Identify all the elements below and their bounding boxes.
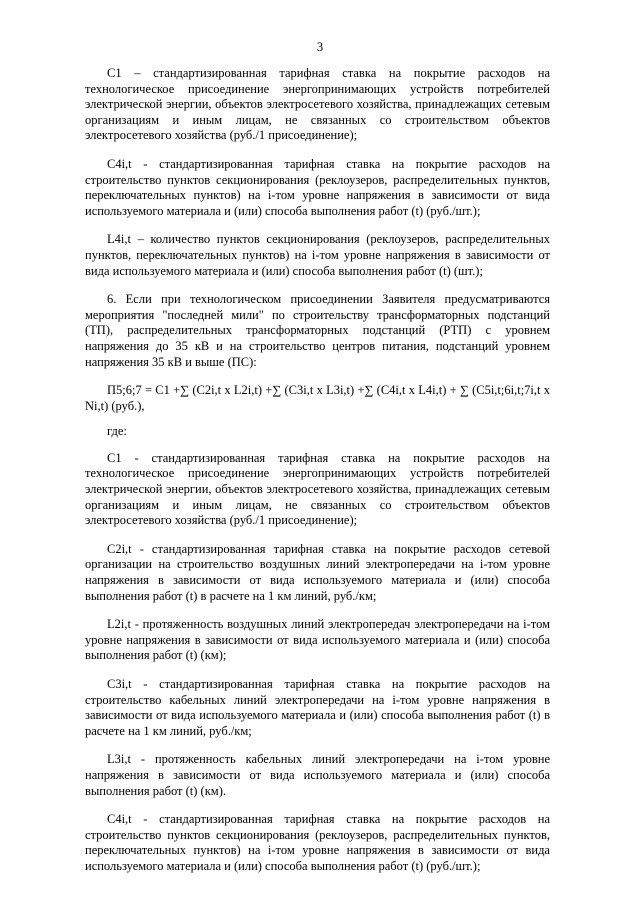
where-label: где: [107,424,127,439]
definition-l2: L2i,t - протяженность воздушных линий электропередач электропередачи на i-том уровне напряжения в зависимости от вида используемого материала и (или) способа выполнения работ (t) (км); [85,617,550,663]
definition-l3: L3i,t - протяженность кабельных линий электропередачи на i-том уровне напряжения в зависимости от вида используемого материала и (или) способа выполнения работ (t) (км). [85,752,550,798]
definition-c1: С1 – стандартизированная тарифная ставка на покрытие расходов на технологическое присоединение энергопринимающих устройств потребителей электрической энергии, объектов электросетевого хозяйства, принадлежащих сетевым организациям и иным лицам, не связанных со строительством объектов электросетевого хозяйства (руб./1 присоединение); [85,66,550,143]
formula-p567: П5;6;7 = С1 +∑ (С2i,t x L2i,t) +∑ (С3i,t x L3i,t) +∑ (С4i,t x L4i,t) + ∑ (С5i,t;6i,t;7i,t x Ni,t) (руб.), [85,383,550,413]
definition-c4: С4i,t - стандартизированная тарифная ставка на покрытие расходов на строительство пунктов секционирования (реклоузеров, распределительных пунктов, переключательных пунктов) на i-том уровне напряжения в зависимости от вида используемого материала и (или) способа выполнения работ (t) (руб./шт.); [85,156,550,218]
definition-c1-repeat: С1 - стандартизированная тарифная ставка на покрытие расходов на технологическое присоединение энергопринимающих устройств потребителей электрической энергии, объектов электросетевого хозяйства, принадлежащих сетевым организациям и иным лицам, не связанных со строительством объектов электросетевого хозяйства (руб./1 присоединение); [85,450,550,528]
clause-6: 6. Если при технологическом присоединении Заявителя предусматриваются мероприятия "последней мили" по строительству трансформаторных подстанций (ТП), распределительных трансформаторных подстанций (РТП) с уровнем напряжения до 35 кВ и на строительство центров питания, подстанций уровнем напряжения 35 кВ и выше (ПС): [85,292,550,369]
page-number: 3 [316,40,324,54]
definition-l4: L4i,t – количество пунктов секционирования (реклоузеров, распределительных пунктов, переключательных пунктов) на i-том уровне напряжения в зависимости от вида используемого материала и (или) способа выполнения работ (t) (шт.); [85,232,550,278]
document-body [85,66,550,888]
definition-c4-repeat: С4i,t - стандартизированная тарифная ставка на покрытие расходов на строительство пунктов секционирования (реклоузеров, распределительных пунктов, переключательных пунктов) на i-том уровне напряжения в зависимости от вида используемого материала и (или) способа выполнения работ (t) (руб./шт.); [85,812,550,873]
definition-c2: С2i,t - стандартизированная тарифная ставка на покрытие расходов сетевой организации на строительство воздушных линий электропередачи на i-том уровне напряжения в зависимости от вида используемого материала и (или) способа выполнения работ (t) в расчете на 1 км линий, руб./км; [85,541,550,603]
definition-c3: С3i,t - стандартизированная тарифная ставка на покрытие расходов на строительство кабельных линий электропередачи на i-том уровне напряжения в зависимости от вида используемого материала и (или) способа выполнения работ (t) в расчете на 1 км линий, руб./км; [85,677,550,738]
